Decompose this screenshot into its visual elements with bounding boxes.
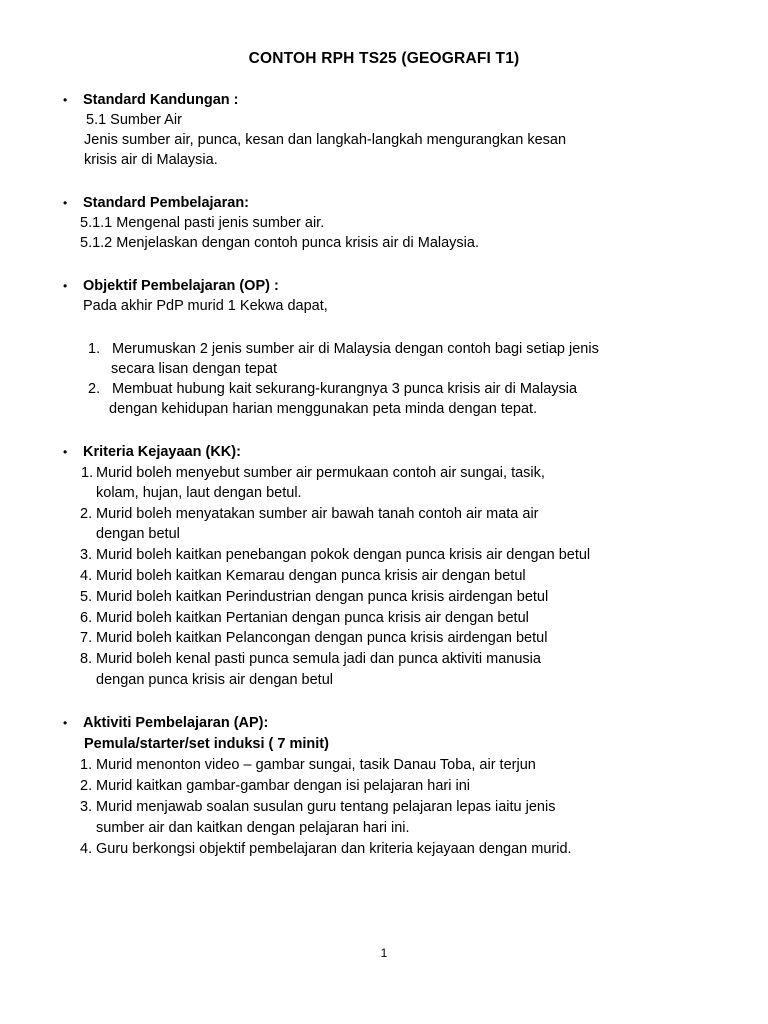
objektif-intro: Pada akhir PdP murid 1 Kekwa dapat, [83,298,328,314]
standard-kandungan-line: Jenis sumber air, punca, kesan dan langkah-langkah mengurangkan kesan [84,132,567,148]
list-item: Murid boleh kaitkan Kemarau dengan punca krisis air dengan betul [96,568,526,584]
list-item: Membuat hubung kait sekurang-kurangnya 3 punca krisis air di Malaysia [112,381,578,397]
list-number: 3. [80,799,93,815]
list-item: Murid boleh kenal pasti punca semula jadi dan punca aktiviti manusia [96,651,541,667]
standard-pembelajaran-line: 5.1.1 Mengenal pasti jenis sumber air. [80,215,325,231]
list-number: 6. [80,610,93,626]
list-item-continuation: sumber air dan kaitkan dengan pelajaran hari ini. [96,820,410,836]
list-number: 2. [88,381,101,397]
list-number: 4. [80,841,93,857]
list-number: 8. [80,651,93,667]
list-item-continuation: dengan punca krisis air dengan betul [96,672,333,688]
standard-kandungan-line: krisis air di Malaysia. [84,152,218,168]
list-item: Murid boleh kaitkan Pelancongan dengan punca krisis airdengan betul [96,630,548,646]
standard-pembelajaran-line: 5.1.2 Menjelaskan dengan contoh punca krisis air di Malaysia. [80,235,479,251]
list-item-continuation: secara lisan dengan tepat [111,361,278,377]
list-item: Guru berkongsi objektif pembelajaran dan kriteria kejayaan dengan murid. [96,841,572,857]
list-item-continuation: dengan kehidupan harian menggunakan peta minda dengan tepat. [109,401,538,417]
section-heading-standard-pembelajaran: Standard Pembelajaran: [83,195,249,211]
page-number: 1 [380,946,388,960]
section-heading-aktiviti: Aktiviti Pembelajaran (AP): [83,715,269,731]
list-number: 1. [80,757,93,773]
page-title: CONTOH RPH TS25 (GEOGRAFI T1) [248,50,520,67]
bullet-icon: • [63,93,68,107]
bullet-icon: • [63,196,68,210]
list-number: 5. [80,589,93,605]
bullet-icon: • [63,716,68,730]
list-number: 2. [80,778,93,794]
list-item: Merumuskan 2 jenis sumber air di Malaysia dengan contoh bagi setiap jenis [112,341,599,357]
list-number: 4. [80,568,93,584]
list-number: 1. [81,465,94,481]
list-item: Murid boleh kaitkan Perindustrian dengan punca krisis airdengan betul [96,589,549,605]
list-item-continuation: dengan betul [96,526,180,542]
standard-kandungan-line: 5.1 Sumber Air [86,112,182,128]
list-item: Murid boleh menyebut sumber air permukaan contoh air sungai, tasik, [96,465,545,481]
list-number: 3. [80,547,93,563]
list-item: Murid boleh menyatakan sumber air bawah tanah contoh air mata air [96,506,539,522]
list-number: 7. [80,630,93,646]
list-number: 2. [80,506,93,522]
list-item: Murid boleh kaitkan penebangan pokok dengan punca krisis air dengan betul [96,547,591,563]
bullet-icon: • [63,445,68,459]
section-heading-kriteria: Kriteria Kejayaan (KK): [83,444,241,460]
section-heading-objektif: Objektif Pembelajaran (OP) : [83,278,279,294]
bullet-icon: • [63,279,68,293]
list-number: 1. [88,341,101,357]
list-item: Murid menonton video – gambar sungai, tasik Danau Toba, air terjun [96,757,536,773]
list-item: Murid kaitkan gambar-gambar dengan isi pelajaran hari ini [96,778,470,794]
list-item-continuation: kolam, hujan, laut dengan betul. [96,485,302,501]
aktiviti-subheading: Pemula/starter/set induksi ( 7 minit) [84,736,329,752]
list-item: Murid menjawab soalan susulan guru tentang pelajaran lepas iaitu jenis [96,799,556,815]
list-item: Murid boleh kaitkan Pertanian dengan punca krisis air dengan betul [96,610,529,626]
section-heading-standard-kandungan: Standard Kandungan : [83,92,239,108]
